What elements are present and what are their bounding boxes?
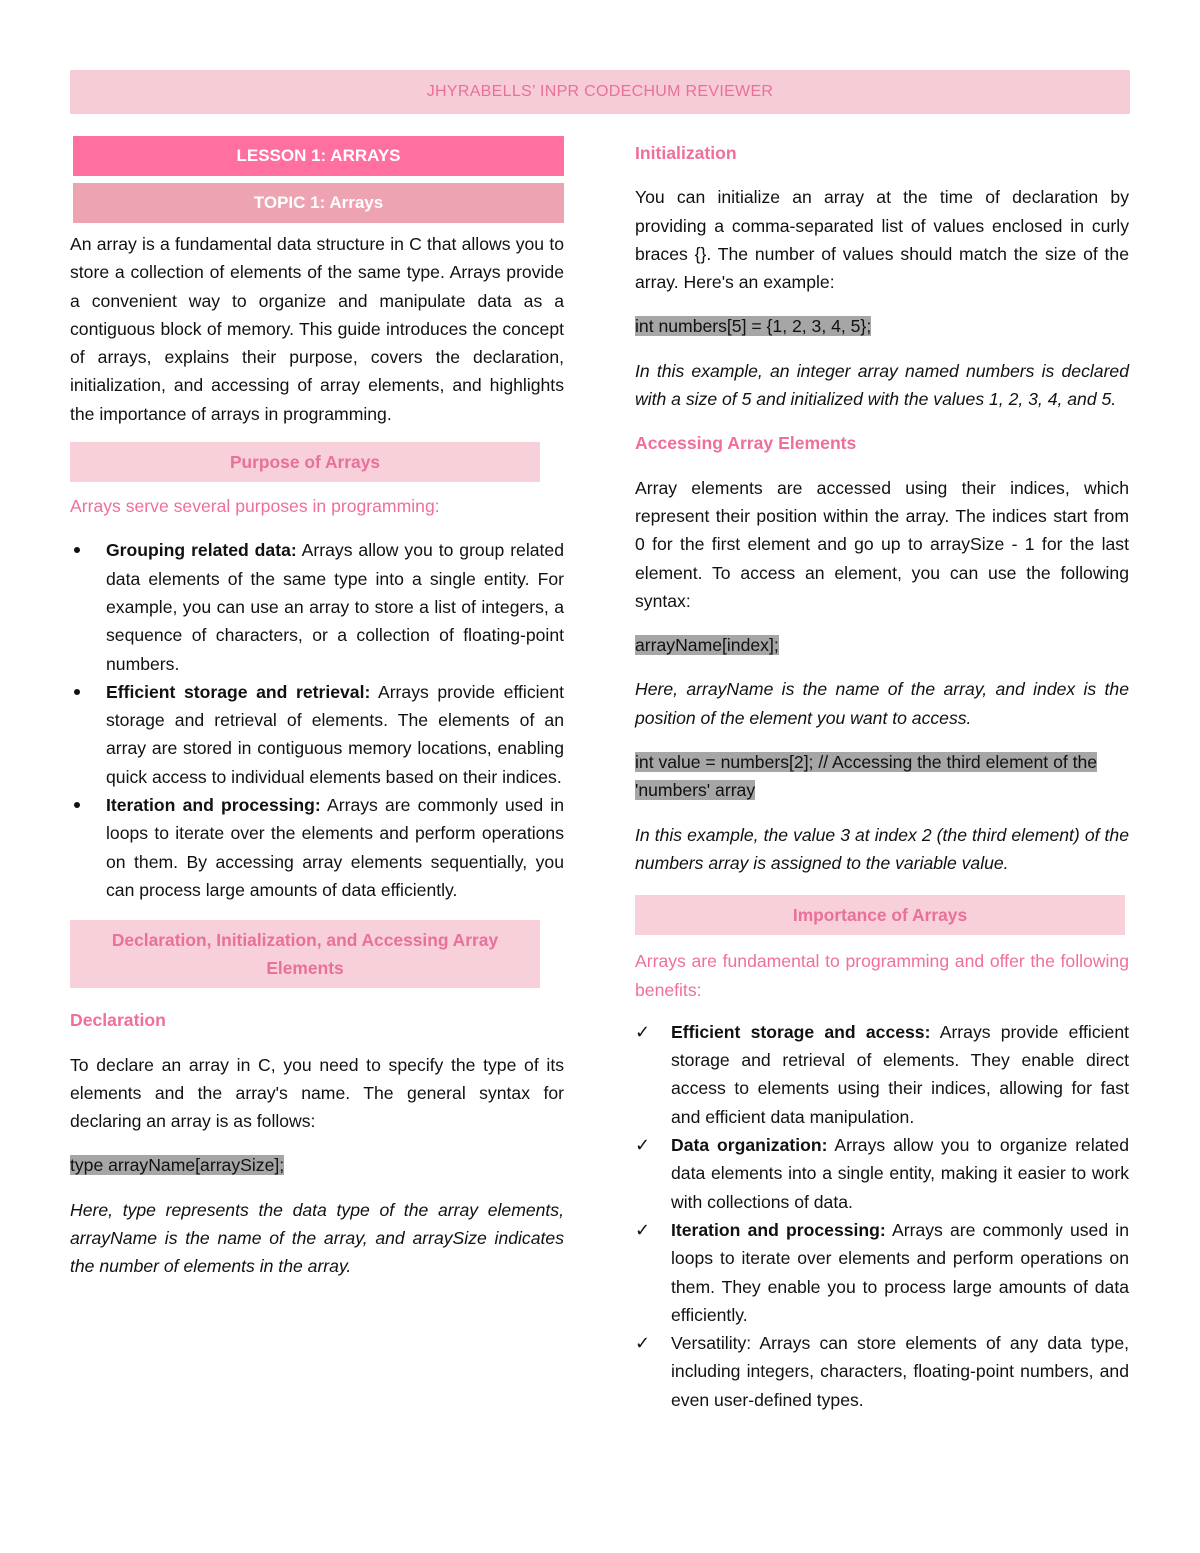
declaration-text: To declare an array in C, you need to specify the type of its elements and the array's name. The general syntax for declaring an array is as follows:: [70, 1054, 564, 1132]
list-item: [635, 1216, 1129, 1329]
item-text: Arrays are commonly used in loops to iterate over elements and perform operations on them. They enable you to process large amounts of data efficiently.: [671, 1219, 1129, 1325]
check-mark-icon: ✓: [635, 1333, 651, 1354]
check-mark-icon: ✓: [635, 1135, 651, 1156]
item-text: Arrays provide efficient storage and retrieval of elements. The elements of an array are stored in contiguous memory locations, enabling quick access to individual elements based on their indices.: [106, 681, 564, 787]
item-bold: Efficient storage and retrieval:: [106, 681, 371, 702]
example-code: int value = numbers[2]; // Accessing the third element of the 'numbers' array: [635, 752, 1098, 801]
initialization-note: In this example, an integer array named numbers is declared with a size of 5 and initialized with the values 1, 2, 3, 4, and 5.: [635, 360, 1129, 410]
header-title: JHYRABELLS’ INPR CODECHUM REVIEWER: [426, 83, 774, 100]
list-item: [635, 1018, 1129, 1131]
item-bold: Iteration and processing:: [671, 1219, 886, 1240]
item-bold: Iteration and processing:: [106, 795, 321, 816]
accessing-note: Here, arrayName is the name of the array, and index is the position of the element you want to access.: [635, 679, 1129, 728]
declaration-note: Here, type represents the data type of the array elements, arrayName is the name of the array, and arraySize indicates the number of elements in the array.: [70, 1199, 564, 1277]
topic-banner: [73, 183, 564, 223]
importance-heading: Importance of Arrays: [635, 895, 1125, 935]
purpose-lead: Arrays serve several purposes in programming:: [70, 496, 440, 517]
page-header: [70, 70, 1130, 114]
lesson-banner: [73, 136, 564, 176]
initialization-title: Initialization: [635, 143, 737, 163]
initialization-code: int numbers[5] = {1, 2, 3, 4, 5};: [635, 316, 872, 337]
list-item: [635, 1329, 1129, 1414]
item-text: Arrays provide efficient storage and retrieval of elements. They enable direct access to elements using their indices, allowing for fast and efficient data manipulation.: [671, 1021, 1129, 1127]
list-item: [70, 791, 564, 904]
item-text: Arrays allow you to group related data elements of the same type into a single entity. For example, you can use an array to store a list of integers, a sequence of characters, or a collection of floating-point numbers.: [106, 540, 564, 674]
example-note: In this example, the value 3 at index 2 (the third element) of the numbers array is assigned to the variable value.: [635, 824, 1129, 873]
right-column: [635, 136, 1129, 1414]
accessing-text: Array elements are accessed using their indices, which represent their position within the array. The indices start from 0 for the first element and go up to arraySize - 1 for the last element. To access an element, you can use the following syntax:: [635, 477, 1129, 611]
list-item: [70, 678, 564, 791]
item-bold: Efficient storage and access:: [671, 1021, 931, 1042]
declaration-title: Declaration: [70, 1010, 166, 1031]
accessing-code: arrayName[index];: [635, 635, 779, 656]
item-bold: Data organization:: [671, 1135, 828, 1156]
item-text: Versatility: Arrays can store elements of any data type, including integers, characters, floating-point numbers, and even user-defined types.: [671, 1333, 1129, 1410]
purpose-heading: Purpose of Arrays: [70, 442, 540, 482]
intro-paragraph: An array is a fundamental data structure in C that allows you to store a collection of elements of the same type. Arrays provide a convenient way to organize and manipulate data as a contiguous block of memory. This guide introduces the concept of arrays, explains their purpose, covers the declaration, initialization, and accessing of array elements, and highlights the importance of arrays in programming.: [70, 234, 564, 424]
list-item: [635, 1131, 1129, 1216]
list-item: [70, 536, 564, 677]
declaration-code: type arrayName[arraySize];: [70, 1155, 285, 1176]
check-mark-icon: ✓: [635, 1021, 651, 1042]
item-bold: Grouping related data:: [106, 540, 297, 561]
importance-lead: Arrays are fundamental to programming and offer the following benefits:: [635, 951, 1129, 1000]
lesson-title: LESSON 1: ARRAYS: [236, 145, 401, 165]
purpose-list: [70, 536, 564, 904]
accessing-title: Accessing Array Elements: [635, 433, 857, 454]
item-text: Arrays are commonly used in loops to iterate over the elements and perform operations on them. By accessing array elements sequentially, you can process large amounts of data efficiently.: [106, 795, 564, 900]
left-column: [70, 136, 564, 1281]
check-mark-icon: ✓: [635, 1219, 651, 1240]
item-text: Arrays allow you to organize related data elements into a single entity, making it easier to work with collections of data.: [671, 1135, 1129, 1212]
declaration-section-heading: Declaration, Initialization, and Accessing Array Elements: [70, 920, 540, 988]
topic-title: TOPIC 1: Arrays: [253, 192, 384, 212]
importance-list: [635, 1018, 1129, 1414]
initialization-text: You can initialize an array at the time of declaration by providing a comma-separated list of values enclosed in curly braces {}. The number of values should match the size of the array. Here's an example:: [635, 187, 1129, 293]
